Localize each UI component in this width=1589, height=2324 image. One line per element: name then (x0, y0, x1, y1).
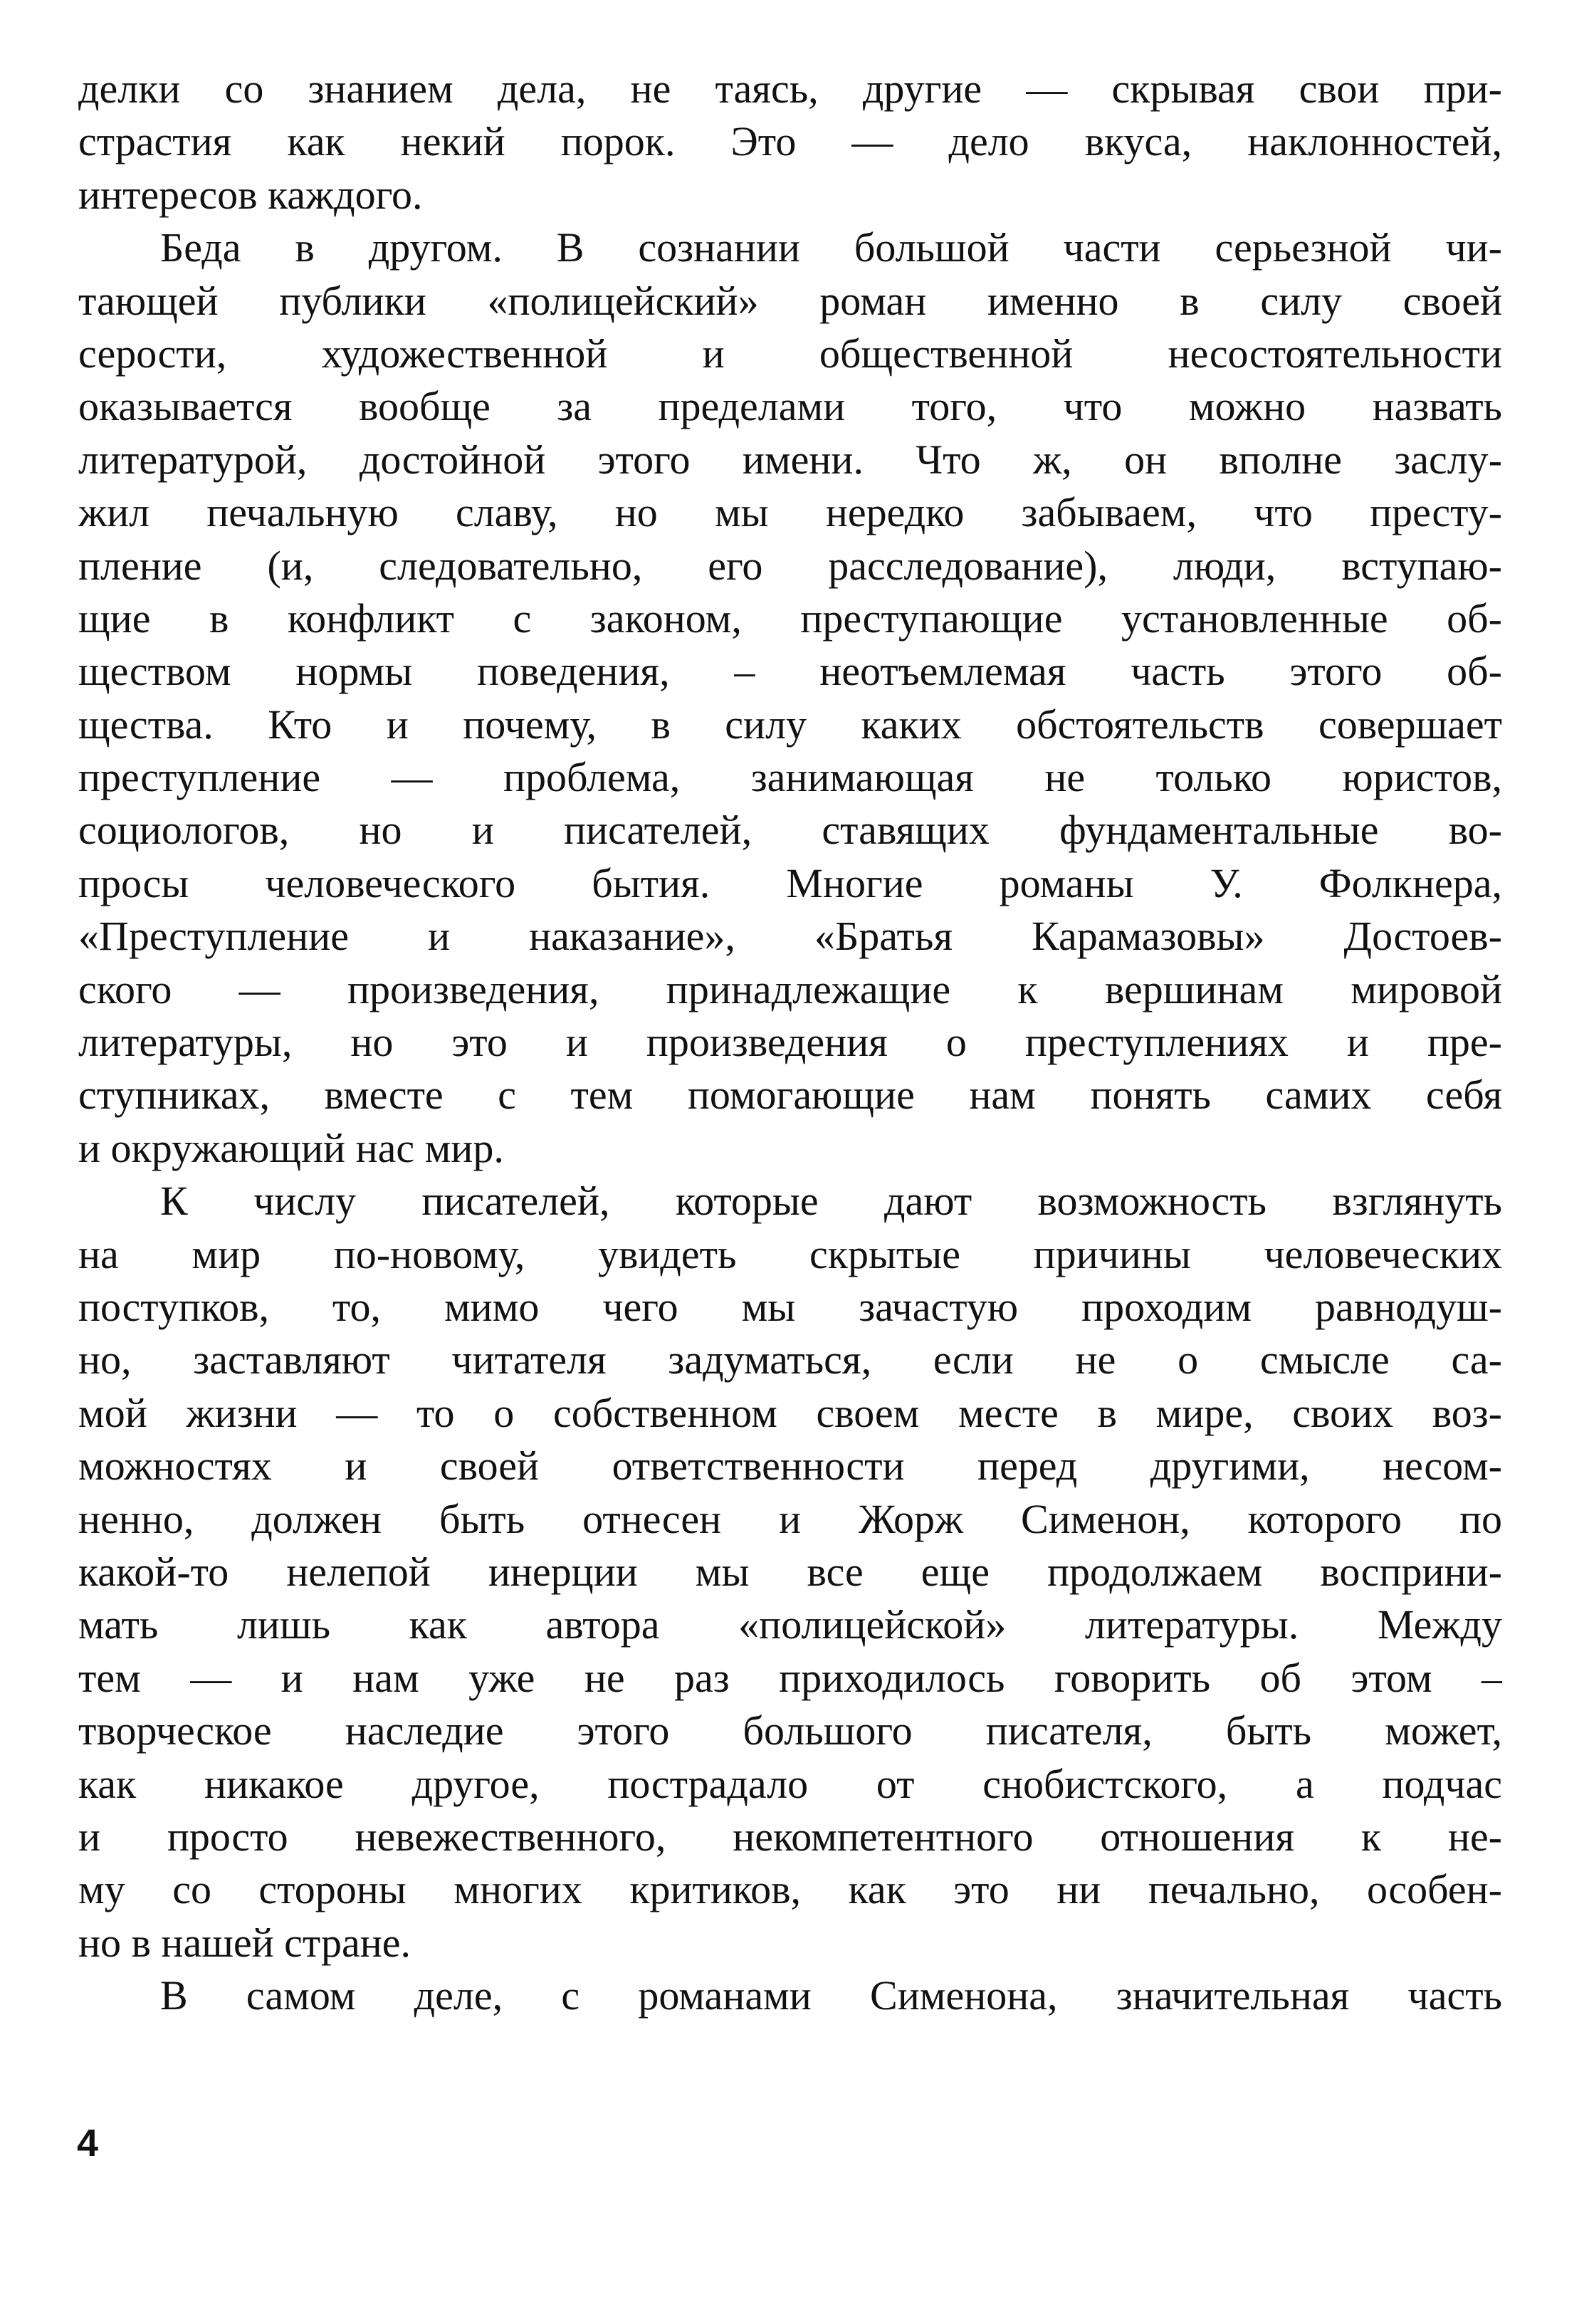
text-line: ступниках, вместе с тем помогающие нам понять самих себя (78, 1072, 1502, 1119)
page-number: 4 (77, 2122, 99, 2165)
text-line: оказывается вообще за пределами того, что можно назвать (78, 383, 1502, 430)
text-line: можностях и своей ответственности перед другими, несом- (78, 1443, 1502, 1490)
paragraph (78, 221, 1502, 1175)
paragraph (78, 1175, 1502, 1969)
text-line: и окружающий нас мир. (78, 1124, 504, 1171)
text-line: творческое наследие этого большого писателя, быть может, (78, 1707, 1502, 1754)
text-line: просы человеческого бытия. Многие романы У. Фолкнера, (78, 859, 1502, 906)
text-line: поступков, то, мимо чего мы зачастую проходим равнодуш- (78, 1283, 1502, 1330)
text-line: преступление — проблема, занимающая не только юристов, (78, 754, 1502, 801)
paragraph (78, 63, 1502, 221)
text-line: ского — произведения, принадлежащие к вершинам мировой (78, 965, 1502, 1012)
text-line: литературы, но это и произведения о преступлениях и пре- (78, 1019, 1502, 1066)
text-line: мой жизни — то о собственном своем месте в мире, своих воз- (78, 1389, 1502, 1436)
text-line: «Преступление и наказание», «Братья Карамазовы» Достоев- (78, 913, 1502, 960)
text-line: В самом деле, с романами Сименона, значительная часть (160, 1972, 1502, 2019)
text-line: интересов каждого. (78, 171, 423, 218)
text-line: пление (и, следовательно, его расследование), люди, вступаю- (78, 542, 1502, 589)
text-line: Беда в другом. В сознании большой части серьезной чи- (160, 224, 1502, 271)
text-line: ществом нормы поведения, – неотъемлемая часть этого об- (78, 648, 1502, 695)
text-line: делки со знанием дела, не таясь, другие — скрывая свои при- (78, 66, 1502, 112)
text-line: тем — и нам уже не раз приходилось говорить об этом – (78, 1654, 1502, 1701)
page-text (78, 63, 1502, 2022)
text-line: на мир по-новому, увидеть скрытые причины человеческих (78, 1230, 1502, 1277)
text-line: социологов, но и писателей, ставящих фундаментальные во- (78, 807, 1502, 854)
text-line: тающей публики «полицейский» роман именно в силу своей (78, 277, 1502, 324)
text-line: му со стороны многих критиков, как это ни печально, особен- (78, 1866, 1502, 1913)
text-line: но в нашей стране. (78, 1919, 411, 1966)
text-line: жил печальную славу, но мы нередко забываем, что престу- (78, 489, 1502, 536)
text-line: щие в конфликт с законом, преступающие установленные об- (78, 595, 1502, 642)
paragraph (78, 1969, 1502, 2022)
text-line: литературой, достойной этого имени. Что ж, он вполне заслу- (78, 436, 1502, 483)
text-line: какой-то нелепой инерции мы все еще продолжаем восприни- (78, 1548, 1502, 1595)
text-line: мать лишь как автора «полицейской» литературы. Между (78, 1601, 1502, 1648)
text-line: но, заставляют читателя задуматься, если не о смысле са- (78, 1336, 1502, 1383)
text-line: щества. Кто и почему, в силу каких обстоятельств совершает (78, 701, 1502, 748)
text-line: ненно, должен быть отнесен и Жорж Сименон, которого по (78, 1495, 1502, 1542)
text-line: и просто невежественного, некомпетентного отношения к не- (78, 1813, 1502, 1860)
text-line: серости, художественной и общественной несостоятельности (78, 330, 1502, 377)
text-line: К числу писателей, которые дают возможность взглянуть (160, 1178, 1502, 1225)
text-line: как никакое другое, пострадало от снобистского, а подчас (78, 1760, 1502, 1807)
text-line: страстия как некий порок. Это — дело вкуса, наклонностей, (78, 118, 1502, 165)
